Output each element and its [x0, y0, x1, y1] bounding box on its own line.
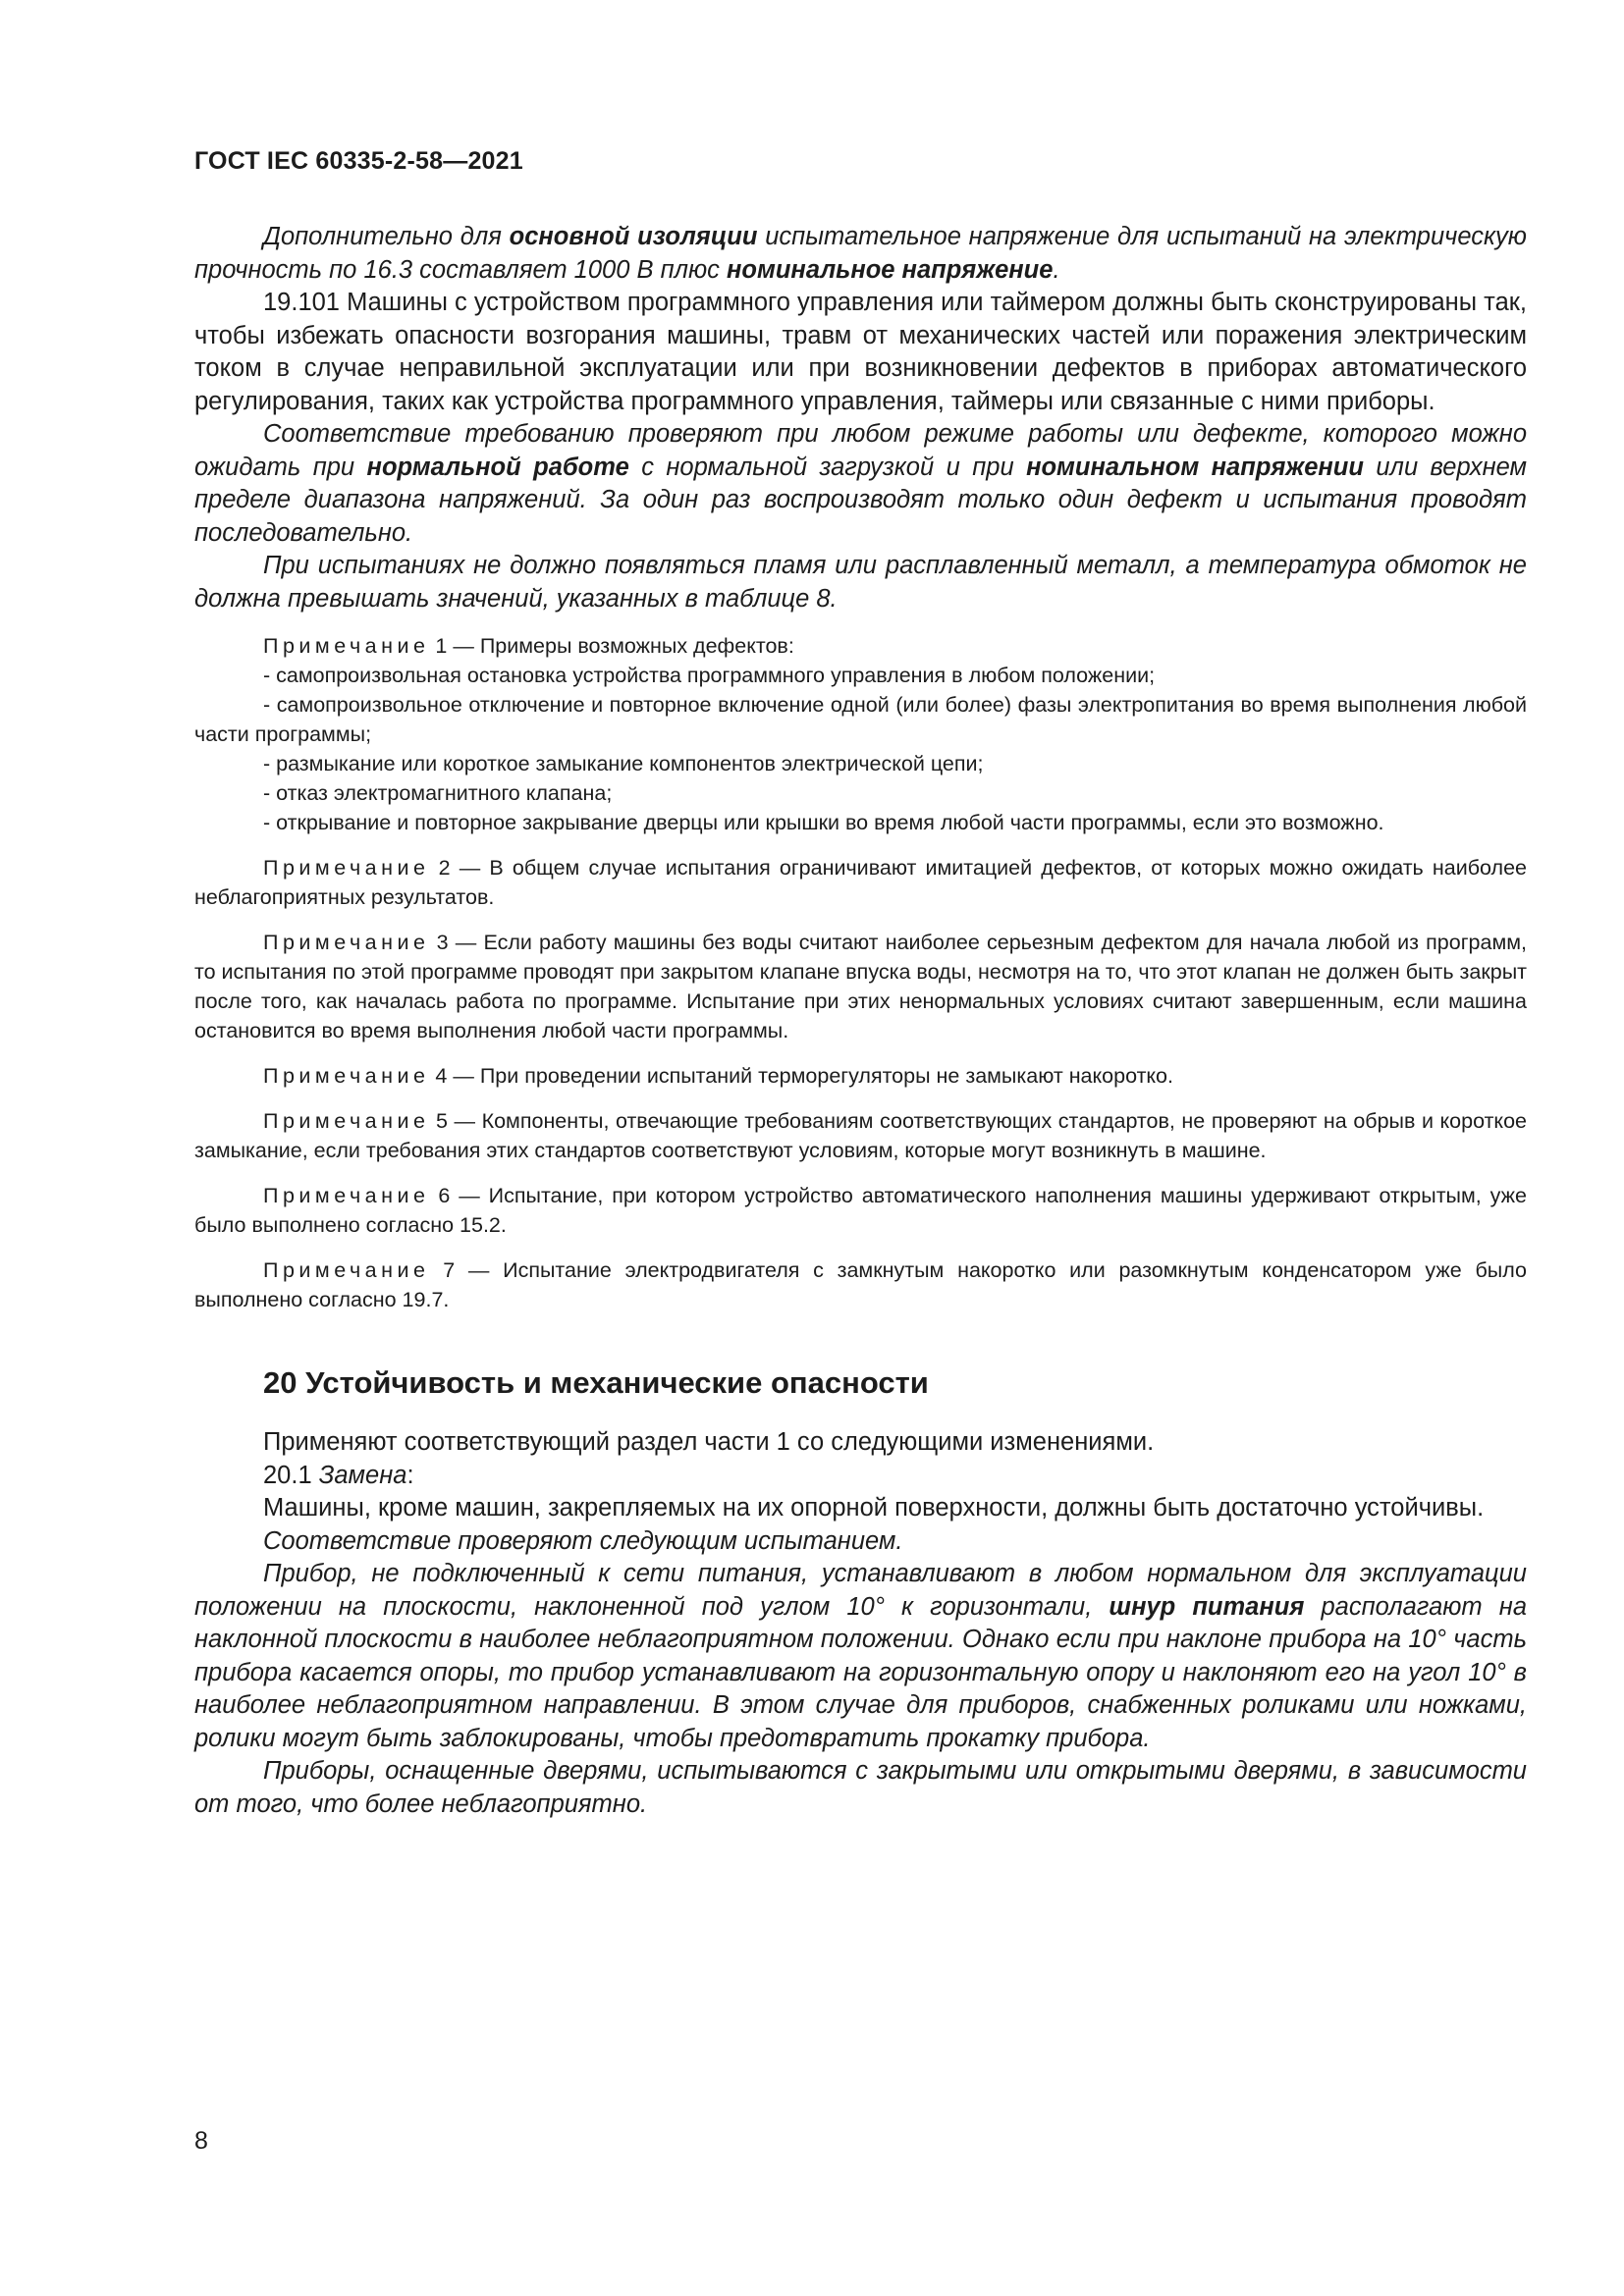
list-item: - размыкание или короткое замыкание компонентов электрической цепи; — [263, 752, 984, 775]
note-3: Примечание 3 — Если работу машины без воды считают наиболее серьезным дефектом для начала любой из программ, то испытания по этой программе проводят при закрытом клапане впуска воды, несмотря на то, что этот клапан не должен быть закрыт после того, как началась работа по программе. Испытание при этих ненормальных условиях считают завершенным, если машина остановится во время выполнения любой части программы. — [194, 931, 1527, 1042]
paragraph-insulation: Дополнительно для основной изоляции испытательное напряжение для испытаний на электрическую прочность по 16.3 составляет 1000 В плюс номинальное напряжение. — [194, 223, 1527, 284]
note-label: Примечание — [263, 931, 430, 954]
document-header: ГОСТ IEC 60335-2-58—2021 — [194, 147, 523, 175]
note-label: Примечание — [263, 1184, 430, 1207]
note-1: Примечание 1 — Примеры возможных дефектов: - самопроизвольная остановка устройства программного управления в любом положении; - самопроизвольное отключение и повторное включение одной (или более) фазы электропитания во время выполнения любой части программы; - размыкание или короткое замыкание компонентов электрической цепи; - отказ электромагнитного клапана; - открывание и повторное закрывание дверцы или крышки во время любой части программы, если это возможно. — [194, 631, 1527, 837]
note-label: Примечание — [263, 634, 430, 658]
list-item: - отказ электромагнитного клапана; — [263, 781, 613, 805]
note-6: Примечание 6 — Испытание, при котором устройство автоматического наполнения машины удерживают открытым, уже было выполнено согласно 15.2. — [194, 1184, 1527, 1237]
note-label: Примечание — [263, 1109, 430, 1133]
note-label: Примечание — [263, 1064, 430, 1088]
paragraph-doors: Приборы, оснащенные дверями, испытываются с закрытыми или открытыми дверями, в зависимости от того, что более неблагоприятно. — [194, 1757, 1527, 1818]
note-4: Примечание 4 — При проведении испытаний терморегуляторы не замыкают накоротко. — [263, 1064, 1173, 1088]
list-item: - самопроизвольное отключение и повторное включение одной (или более) фазы электропитания во время выполнения любой части программы; — [194, 693, 1527, 746]
clause-20-1: 20.1 Замена: — [263, 1461, 414, 1489]
note-7: Примечание 7 — Испытание электродвигателя с замкнутым накоротко или разомкнутым конденсатором уже было выполнено согласно 19.7. — [194, 1258, 1527, 1311]
section-heading: 20 Устойчивость и механические опасности — [263, 1365, 929, 1400]
term-rated-voltage: номинальное напряжение — [727, 255, 1054, 284]
page-number: 8 — [194, 2127, 208, 2155]
note-label: Примечание — [263, 856, 430, 880]
term-normal-operation: нормальной работе — [366, 453, 629, 481]
note-2: Примечание 2 — В общем случае испытания ограничивают имитацией дефектов, от которых можно ожидать наиболее неблагоприятных результатов. — [194, 856, 1527, 909]
note-label: Примечание — [263, 1258, 430, 1282]
document-body — [194, 221, 1527, 1821]
paragraph-compliance: Соответствие требованию проверяют при любом режиме работы или дефекте, которого можно ожидать при нормальной работе с нормальной загрузкой и при номинальном напряжении или верхнем пределе диапазона напряжений. За один раз воспроизводят только один дефект и испытания проводят последовательно. — [194, 420, 1527, 547]
list-item: - самопроизвольная остановка устройства программного управления в любом положении; — [263, 664, 1156, 687]
paragraph-19-101: 19.101 Машины с устройством программного управления или таймером должны быть сконструированы так, чтобы избежать опасности возгорания машины, травм от механических частей или поражения электрическим током в случае неправильной эксплуатации или при возникновении дефектов в приборах автоматического регулирования, таких как устройства программного управления, таймеры или связанные с ними приборы. — [194, 289, 1527, 415]
term-supply-cord: шнур питания — [1109, 1592, 1305, 1621]
note-5: Примечание 5 — Компоненты, отвечающие требованиям соответствующих стандартов, не проверяют на обрыв и короткое замыкание, если требования этих стандартов соответствуют условиям, которые могут возникнуть в машине. — [194, 1109, 1527, 1162]
section-intro: Применяют соответствующий раздел части 1 со следующими изменениями. — [263, 1428, 1155, 1456]
paragraph-tilt-test: Прибор, не подключенный к сети питания, устанавливают в любом нормальном для эксплуатации положении на плоскости, наклоненной под углом 10° к горизонтали, шнур питания располагают на наклонной плоскости в наиболее неблагоприятном положении. Однако если при наклоне прибора на 10° часть прибора касается опоры, то прибор устанавливают на горизонтальную опору и наклоняют его на угол 10° в наиболее неблагоприятном направлении. В этом случае для приборов, снабженных роликами или ножками, ролики могут быть заблокированы, чтобы предотвратить прокатку прибора. — [194, 1560, 1527, 1752]
paragraph-test-method: Соответствие проверяют следующим испытанием. — [263, 1526, 903, 1555]
term-basic-insulation: основной изоляции — [509, 223, 758, 250]
paragraph-flame: При испытаниях не должно появляться пламя или расплавленный металл, а температура обмоток не должна превышать значений, указанных в таблице 8. — [194, 552, 1527, 613]
paragraph-stability: Машины, кроме машин, закрепляемых на их опорной поверхности, должны быть достаточно устойчивы. — [263, 1494, 1485, 1522]
term-rated-voltage-2: номинальном напряжении — [1026, 453, 1364, 481]
list-item: - открывание и повторное закрывание дверцы или крышки во время любой части программы, если это возможно. — [263, 811, 1384, 834]
